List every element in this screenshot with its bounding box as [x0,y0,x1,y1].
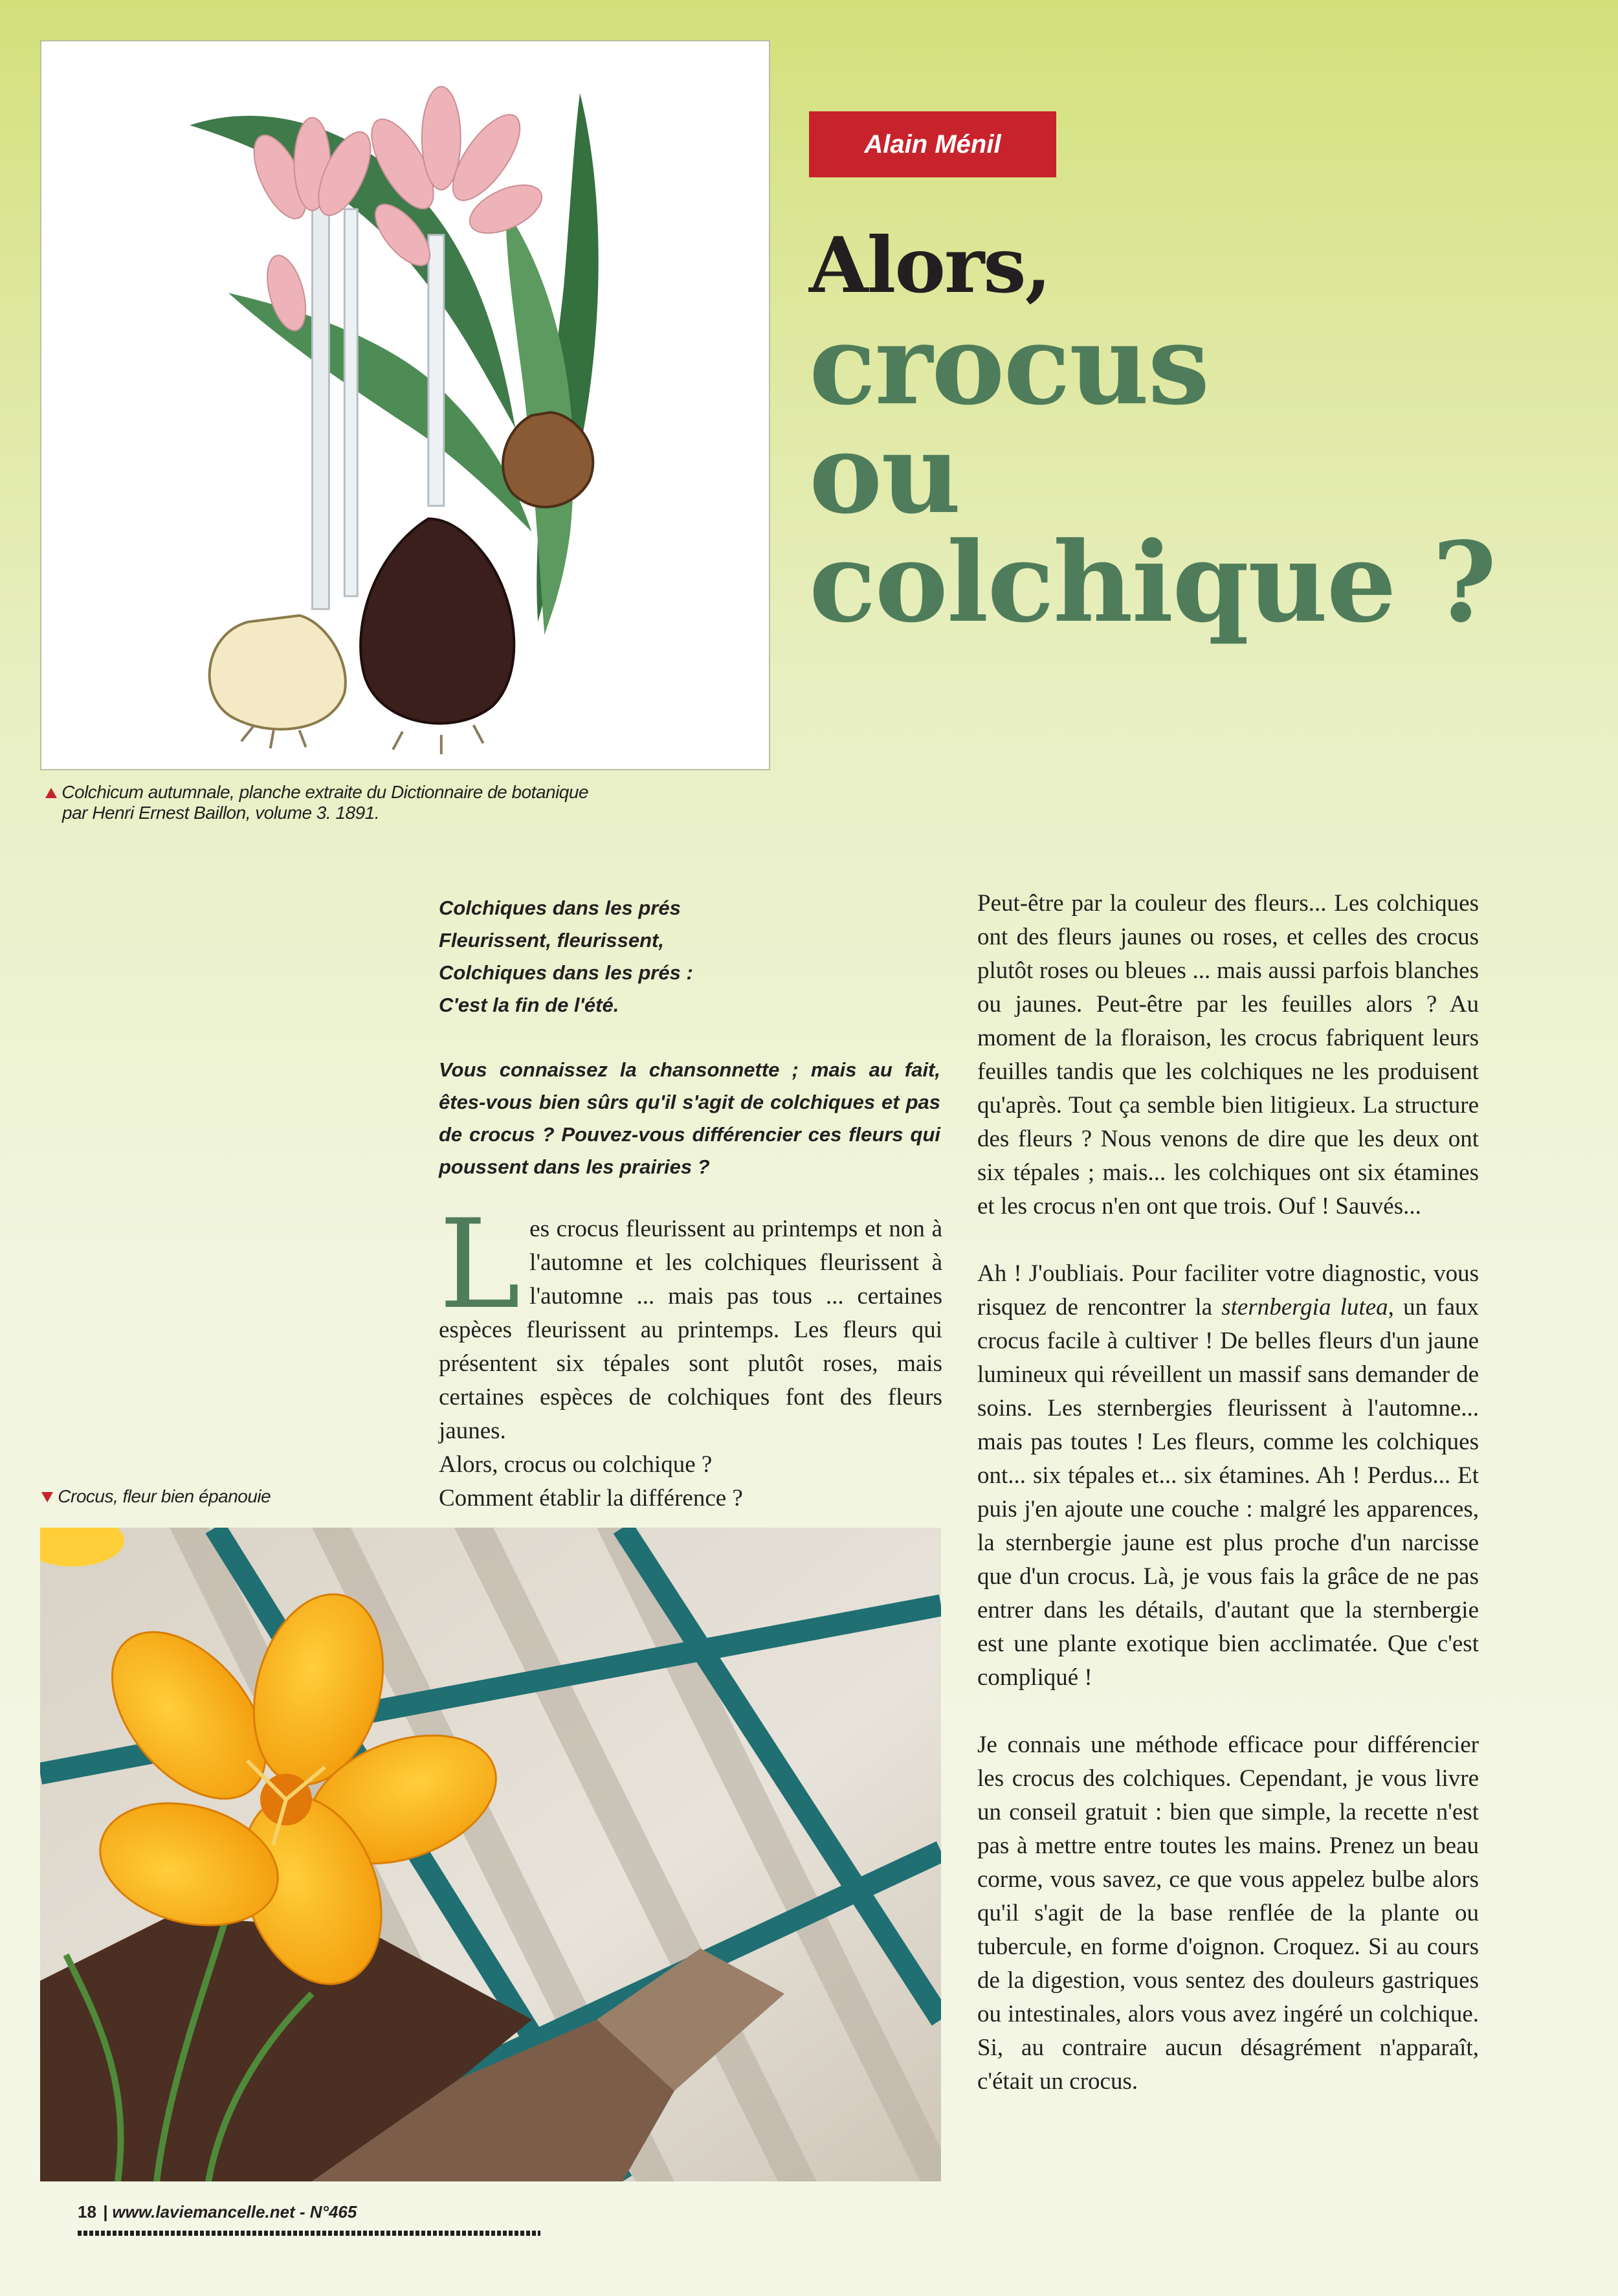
intro-block [439,892,940,1183]
verse-line: Fleurissent, fleurissent, [439,929,664,952]
illustration-caption: Colchicum autumnale, planche extraite du Dictionnaire de botanique par Henri Ernest Baillon, volume 3. 1891. [45,782,588,823]
yellow-crocus-icon [40,1528,941,2181]
article-paragraph: es crocus fleurissent au printemps et non à l'automne et les colchiques fleurissent à l'automne ... mais pas tous ... certaines espèces fleurissent au printemps. Les fleurs qui présentent six tépales sont plutôt roses, mais certaines espèces de colchiques font des fleurs jaunes. [439,1216,942,1444]
song-verse [439,892,940,1021]
intro-question: Vous connaissez la chansonnette ; mais au fait, êtes-vous bien sûrs qu'il s'agit de colchiques et pas de crocus ? Pouvez-vous différencier ces fleurs qui poussent dans les prairies ? [439,1058,940,1178]
article-paragraph: Je connais une méthode efficace pour différencier les crocus des colchiques. Cependant, je vous livre un conseil gratuit : bien que simple, la recette n'est pas à mettre entre toutes les mains. Prenez un beau corme, vous savez, ce que vous appelez bulbe alors qu'il s'agit de la base renflée de la plante ou tubercule, en forme d'oignon. Croquez. Si au cours de la digestion, vous sentez des douleurs gastriques ou intestinales, alors vous avez ingéré un colchique. Si, au contraire aucun désagrément n'apparaît, c'était un crocus. [977,1732,1479,2095]
article-column-2 [977,887,1479,2132]
colchicum-illustration-icon [41,41,769,769]
title-main [809,300,1496,647]
title-line-2: crocus [809,300,1209,430]
verse-line: Colchiques dans les prés : [439,961,693,984]
page-footer [78,2202,357,2222]
drop-cap: L [439,1193,521,1336]
article-line: Comment établir la différence ? [439,1485,743,1511]
title-line-3: ou [809,409,960,539]
botanical-illustration [40,40,770,770]
page-number: 18 [78,2202,96,2222]
article-paragraph: Ah ! J'oubliais. Pour faciliter votre diagnostic, vous risquez de rencontrer la sternbergia lutea, un faux crocus facile à cultiver ! De belles fleurs d'un jaune lumineux qui réveillent un massif sans demander de soins. Les sternbergies fleurissent à l'automne... mais pas toutes ! Les fleurs, comme les colchiques ont... six tépales et... six étamines. Ah ! Perdus... Et puis j'en ajoute une couche : malgré les apparences, la sternbergie jaune est plus proche d'un narcisse que d'un crocus. Là, je vous fais la grâce de ne pas entrer dans les détails, d'autant que la sternbergie est une plante exotique bien acclimatée. Que c'est compliqué ! [977,1260,1479,1691]
crocus-photo [40,1528,941,2181]
verse-line: Colchiques dans les prés [439,897,681,919]
title-line-1: Alors, [809,220,1050,310]
footer-divider [78,2231,540,2236]
author-badge: Alain Ménil [809,111,1056,177]
article-column-1 [439,1193,942,1515]
species-name: sternbergia lutea [1221,1294,1388,1321]
footer-website: | www.laviemancelle.net - N°465 [102,2202,357,2222]
caption-down-triangle-icon [41,1492,53,1502]
verse-line: C'est la fin de l'été. [439,994,619,1016]
photo-caption: Crocus, fleur bien épanouie [41,1486,271,1507]
article-paragraph: Peut-être par la couleur des fleurs... Les colchiques ont des fleurs jaunes ou roses, et celles des crocus plutôt roses ou bleues ... mais aussi parfois blanches ou jaunes. Peut-être par les feuilles alors ? Au moment de la floraison, les crocus fabriquent leurs feuilles tandis que les colchiques ne les produisent qu'après. Tout ça semble bien litigieux. La structure des fleurs ? Nous venons de dire que les deux ont six tépales ; mais... les colchiques ont six étamines et les crocus n'en ont que trois. Ouf ! Sauvés... [977,890,1479,1220]
title-line-4: colchique ? [809,518,1496,647]
article-line: Alors, crocus ou colchique ? [439,1451,713,1478]
caption-up-triangle-icon [45,788,57,798]
